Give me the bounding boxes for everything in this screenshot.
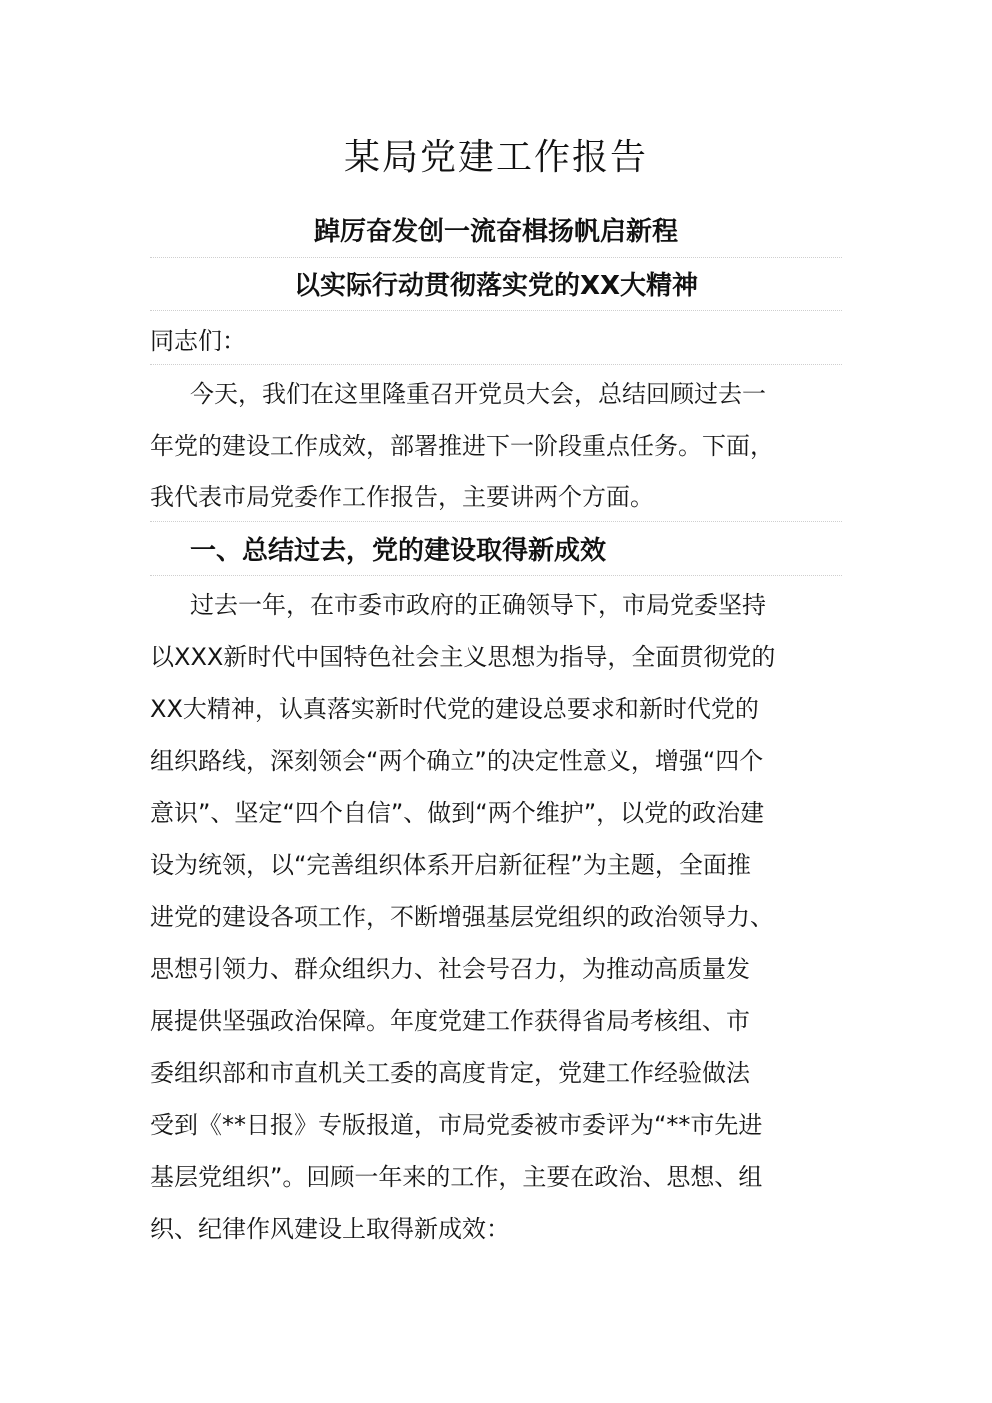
body-line-4: 组织路线，深刻领会“两个确立”的决定性意义，增强“四个 [150,747,764,775]
salutation: 同志们： [150,327,246,355]
body-line-8: 思想引领力、群众组织力、社会号召力，为推动高质量发 [150,955,750,983]
body-line-11: 受到《**日报》专版报道，市局党委被市委评为“**市先进 [150,1111,763,1139]
divider [150,521,842,522]
divider [150,364,842,365]
intro-line-1: 今天，我们在这里隆重召开党员大会，总结回顾过去一 [190,380,766,408]
intro-line-3: 我代表市局党委作工作报告，主要讲两个方面。 [150,483,654,511]
subtitle-line-1: 踔厉奋发创一流奋楫扬帆启新程 [313,217,678,247]
body-line-7: 进党的建设各项工作，不断增强基层党组织的政治领导力、 [150,903,774,931]
body-line-1: 过去一年，在市委市政府的正确领导下，市局党委坚持 [190,591,766,619]
intro-line-2: 年党的建设工作成效，部署推进下一阶段重点任务。下面， [150,432,774,460]
divider [150,257,842,258]
body-line-13: 织、纪律作风建设上取得新成效： [150,1215,510,1243]
body-line-3: XX大精神，认真落实新时代党的建设总要求和新时代党的 [150,695,759,723]
body-line-2: 以XXX新时代中国特色社会主义思想为指导，全面贯彻党的 [150,643,776,671]
body-line-10: 委组织部和市直机关工委的高度肯定，党建工作经验做法 [150,1059,750,1087]
document-title: 某局党建工作报告 [343,137,648,178]
body-line-12: 基层党组织”。回顾一年来的工作，主要在政治、思想、组 [150,1163,763,1191]
divider [150,575,842,576]
subtitle-line-2: 以实际行动贯彻落实党的XX大精神 [293,271,699,301]
divider [150,310,842,311]
body-line-6: 设为统领，以“完善组织体系开启新征程”为主题，全面推 [150,851,751,879]
body-line-5: 意识”、坚定“四个自信”、做到“两个维护”，以党的政治建 [150,799,765,827]
body-line-9: 展提供坚强政治保障。年度党建工作获得省局考核组、市 [150,1007,750,1035]
section-heading: 一、总结过去，党的建设取得新成效 [190,536,607,566]
